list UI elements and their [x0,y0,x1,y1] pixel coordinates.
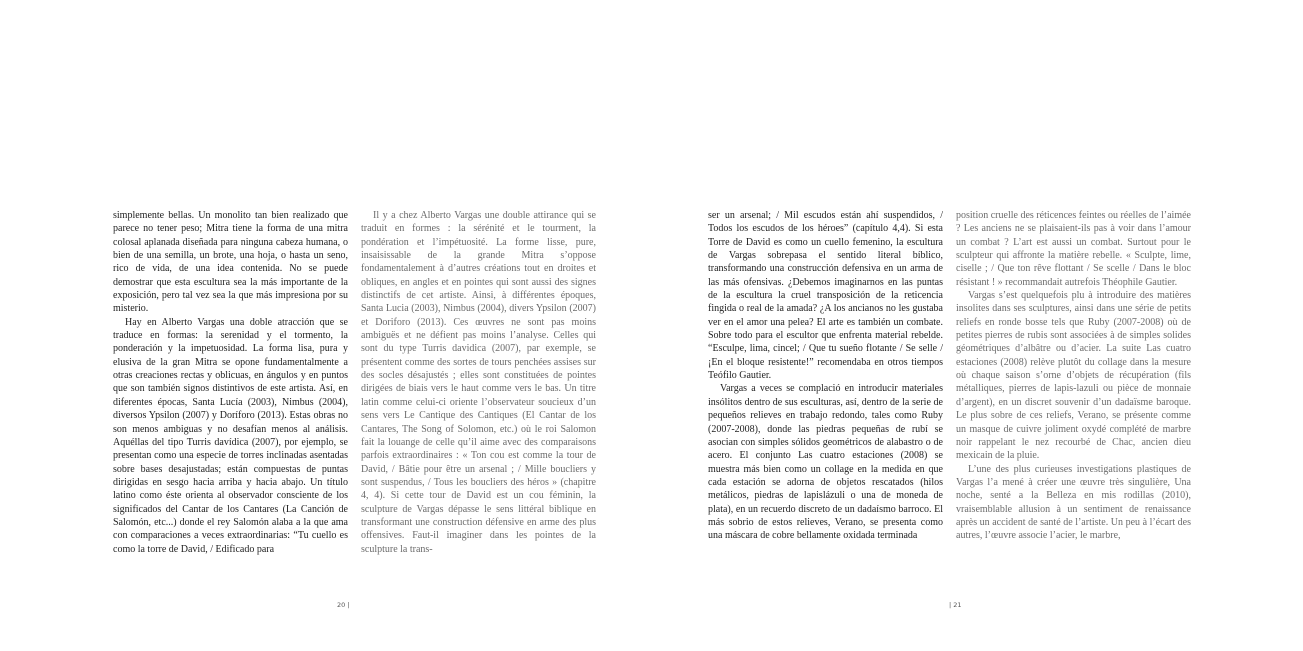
page-number-left: 20 | [337,601,350,609]
paragraph: L’une des plus curieuses investigations plastiques de Vargas l’a mené à créer une œuvre très singulière, Una noche, senté a la Belleza en mis rodillas (2010), vraisemblable allusion à un sentiment de renaissance après un accident de santé de l’artiste. Un peu à l’écart des autres, l’œuvre associe l’acier, le marbre, [956,463,1191,542]
right-page-french-column [956,209,1191,543]
paragraph: Vargas s’est quelquefois plu à introduire des matières insolites dans ses sculptures, ainsi dans une série de petits reliefs en ronde bosse tels que Ruby (2007-2008) où de petites pierres de rubis sont associées à de simples solides géométriques d’albâtre ou d’acier. La suite Las cuatro estaciones (2008) relève plutôt du collage dans la mesure où chaque saison s’orne d’objets de récupération (fils métalliques, pierres de lapis-lazuli ou pièce de monnaie d’argent), en un discret souvenir d’un dadaïsme baroque. Le plus sobre de ces reliefs, Verano, se présente comme un masque de cuivre joliment oxydé complété de marbre noir rappelant le nez recourbé de Chac, ancien dieu mexicain de la pluie. [956,290,1191,462]
paragraph: Hay en Alberto Vargas una doble atracción que se traduce en formas: la serenidad y el tormento, la ponderación y la impetuosidad. La forma lisa, pura y elusiva de la gran Mitra se opone fundamentalmente a otras creaciones rectas y oblicuas, en ángulos y en puntos que son también signos distintivos de este artista. Así, en diferentes épocas, Santa Lucía (2003), Nimbus (2004), diversos Ypsilon (2007) y Doríforo (2013). Estas obras no son menos ambiguas y no desafían menos al análisis. Aquéllas del tipo Turris davídica (2007), por ejemplo, se presentan como una especie de torres inclinadas asentadas sobre bases desajustadas; están compuestas de puntas dirigidas en sesgo hacia arriba y hacia abajo. Un título latino como éste orienta al observador consciente de los significados del Cantar de los Cantares (La Canción de Salomón, etc...) donde el rey Salomón alaba a la que ama con comparaciones a veces extraordinarias: “Tu cuello es como la torre de David, / Edificado para [113,316,348,555]
paragraph: ser un arsenal; / Mil escudos están ahí suspendidos, / Todos los escudos de los héroes” (capítulo 4,4). Si esta Torre de David es como un cuello femenino, la escultura de Vargas sobrepasa el sentido literal bíblico, transformando una construcción defensiva en un arma de las más ofensivas. ¿Debemos imaginarnos en las puntas de la escultura la cruel transposición de la reticencia fingida o real de la amada? ¿A los ancianos no les gustaba ver en el amor una pelea? El arte es también un combate. Sobre todo para el escultor que enfrenta material rebelde. “Esculpe, lima, cincel; / Que tu sueño flotante / Se selle / ¡En el bloque resistente!” recomendaba en otros tiempos Teófilo Gautier. [708,210,943,382]
paragraph: simplemente bellas. Un monolito tan bien realizado que parece no tener peso; Mitra tiene la forma de una mitra colosal aplanada diseñada para ninguna cabeza humana, o bien de una semilla, un brote, una hoja, o hasta un seno, rico de vida, de una idea contenida. No se puede demostrar que esta escultura sea la más importante de la exposición, pero tal vez sea la que más impresiona por su misterio. [113,210,348,315]
paragraph: Vargas a veces se complació en introducir materiales insólitos dentro de sus esculturas, así, dentro de la serie de pequeños relieves en trabajo redondo, tales como Ruby (2007-2008), donde las piedras pequeñas de rubí se asocian con simples sólidos geométricos de alabastro o de acero. El conjunto Las cuatro estaciones (2008) se muestra más bien como un collage en la medida en que cada estación se adorna de objetos rescatados (hilos metálicos, piedras de lapislázuli o una de moneda de plata), en un recuerdo discreto de un dadaísmo barroco. El más sobrio de estos relieves, Verano, se presenta como una máscara de cobre bellamente oxidada terminada [708,383,943,542]
right-page-spanish-column [708,209,943,543]
left-page-french-column [361,209,596,556]
left-page-spanish-column [113,209,348,556]
paragraph: Il y a chez Alberto Vargas une double attirance qui se traduit en formes : la sérénité et le tourment, la pondération et l’impétuosité. La forme lisse, pure, insaisissable de la grande Mitra s’oppose fondamentalement à d’autres créations tout en droites et obliques, en angles et en pointes qui sont aussi des signes distinctifs de cet artiste. Ainsi, à différentes époques, Santa Lucia (2003), Nimbus (2004), divers Ypsilon (2007) et Doriforo (2013). Ces œuvres ne sont pas moins ambiguës et ne défient pas moins l’analyse. Celles qui sont du type Turris davidica (2007), par exemple, se présentent comme des sortes de tours penchées assises sur des socles désajustés ; elles sont constituées de pointes dirigées de biais vers le haut comme vers le bas. Un titre latin comme celui-ci oriente l’observateur soucieux d’un sens vers Le Cantique des Cantiques (El Cantar de los Cantares, The Song of Solomon, etc.) où le roi Salomon fait la louange de celle qu’il aime avec des comparaisons parfois extraordinaires : « Ton cou est comme la tour de David, / Bâtie pour être un arsenal ; / Mille boucliers y sont suspendus, / Tous les boucliers des héros » (chapitre 4, 4). Si cette tour de David est un cou féminin, la sculpture de Vargas dépasse le sens littéral biblique en transformant une construction défensive en arme des plus offensives. Faut-il imaginer dans les pointes de la sculpture la trans- [361,210,596,555]
page-number-right: | 21 [949,601,962,609]
paragraph: position cruelle des réticences feintes ou réelles de l’aimée ? Les anciens ne se plaisaient-ils pas à voir dans l’amour un combat ? L’art est aussi un combat. Surtout pour le sculpteur qui affronte la matière rebelle. « Sculpte, lime, ciselle ; / Que ton rêve flottant / Se scelle / Dans le bloc résistant ! » recommandait autrefois Théophile Gautier. [956,210,1191,288]
